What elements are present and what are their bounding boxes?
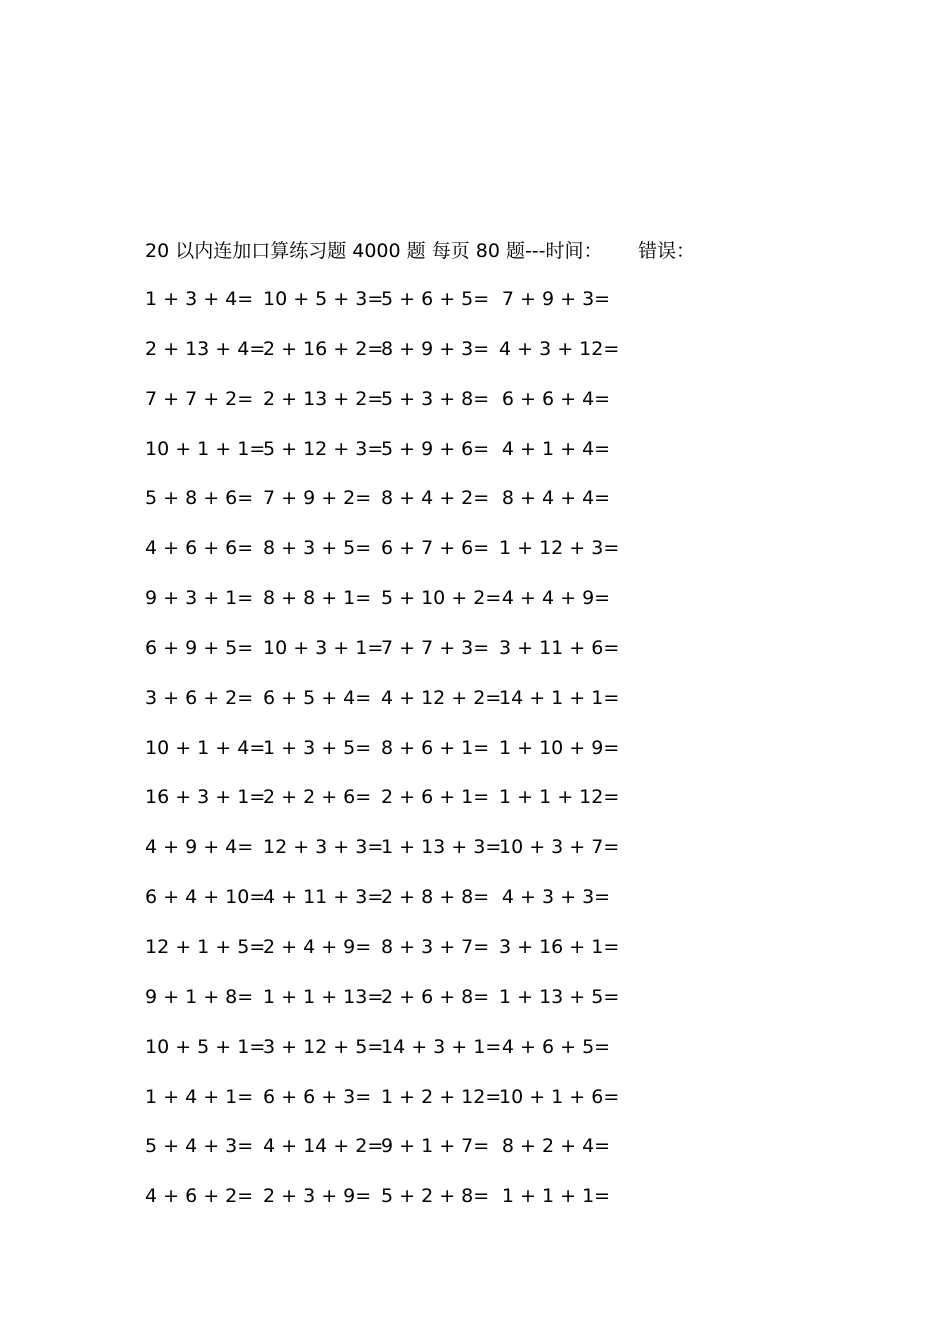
worksheet-title: 20 以内连加口算练习题 4000 题 每页 80 题---时间： xyxy=(145,240,603,262)
problem-item: 8 + 8 + 1= xyxy=(263,587,372,610)
problem-item: 10 + 5 + 3= xyxy=(263,288,384,310)
problem-item: 1 + 2 + 12= xyxy=(381,1085,502,1108)
problem-item: 16 + 3 + 1= xyxy=(145,786,266,809)
problem-item: 5 + 10 + 2= xyxy=(381,587,502,610)
problem-item: 6 + 6 + 4= xyxy=(501,387,611,410)
problem-row xyxy=(145,434,645,484)
problem-item: 1 + 12 + 3= xyxy=(499,537,620,560)
problem-item: 12 + 1 + 5= xyxy=(145,935,266,958)
problem-item: 4 + 6 + 6= xyxy=(145,537,254,560)
problem-item: 7 + 7 + 3= xyxy=(381,636,490,659)
problem-item: 2 + 8 + 8= xyxy=(381,886,490,909)
problem-item: 4 + 6 + 5= xyxy=(501,1035,611,1058)
problem-item: 8 + 9 + 3= xyxy=(381,337,490,360)
problem-item: 6 + 5 + 4= xyxy=(263,686,372,709)
problem-item: 9 + 3 + 1= xyxy=(145,587,254,610)
problem-item: 3 + 16 + 1= xyxy=(499,935,620,958)
problem-row xyxy=(145,334,645,384)
problem-item: 5 + 6 + 5= xyxy=(381,288,490,310)
problem-row xyxy=(145,384,645,434)
problem-row xyxy=(145,982,645,1032)
problem-item: 6 + 9 + 5= xyxy=(145,636,254,659)
problem-item: 8 + 4 + 2= xyxy=(381,487,490,510)
problem-item: 3 + 6 + 2= xyxy=(145,686,254,709)
worksheet-header xyxy=(145,236,765,266)
problem-item: 2 + 6 + 8= xyxy=(381,985,490,1008)
problem-item: 10 + 1 + 1= xyxy=(145,437,266,460)
problem-item: 5 + 9 + 6= xyxy=(381,437,490,460)
problem-row xyxy=(145,1181,645,1231)
problem-item: 3 + 11 + 6= xyxy=(499,636,620,659)
problem-item: 3 + 12 + 5= xyxy=(263,1035,384,1058)
problem-item: 1 + 3 + 4= xyxy=(145,288,254,310)
problem-item: 2 + 13 + 2= xyxy=(263,387,384,410)
problem-item: 8 + 2 + 4= xyxy=(501,1135,611,1158)
problem-item: 1 + 13 + 5= xyxy=(499,985,620,1008)
problem-row xyxy=(145,284,645,334)
problem-item: 6 + 6 + 3= xyxy=(263,1085,372,1108)
problem-item: 2 + 13 + 4= xyxy=(145,337,266,360)
problem-item: 6 + 7 + 6= xyxy=(381,537,490,560)
problem-item: 14 + 3 + 1= xyxy=(381,1035,502,1058)
problem-item: 8 + 3 + 7= xyxy=(381,935,490,958)
problem-item: 4 + 4 + 9= xyxy=(501,587,611,610)
problem-item: 7 + 9 + 3= xyxy=(501,288,611,310)
problem-item: 2 + 2 + 6= xyxy=(263,786,372,809)
problem-row xyxy=(145,733,645,783)
problem-item: 1 + 1 + 1= xyxy=(501,1185,611,1208)
problem-item: 9 + 1 + 7= xyxy=(381,1135,490,1158)
problem-item: 5 + 8 + 6= xyxy=(145,487,254,510)
problem-item: 1 + 4 + 1= xyxy=(145,1085,254,1108)
problem-item: 14 + 1 + 1= xyxy=(499,686,620,709)
problem-item: 4 + 6 + 2= xyxy=(145,1185,254,1208)
problem-row xyxy=(145,882,645,932)
problem-row xyxy=(145,483,645,533)
error-count-label: 错误： xyxy=(638,240,696,262)
problem-item: 4 + 3 + 3= xyxy=(501,886,611,909)
problem-item: 10 + 1 + 6= xyxy=(499,1085,620,1108)
problem-item: 10 + 1 + 4= xyxy=(145,736,266,759)
problem-item: 9 + 1 + 8= xyxy=(145,985,254,1008)
problem-row xyxy=(145,1082,645,1132)
problem-item: 12 + 3 + 3= xyxy=(263,836,384,859)
problem-item: 2 + 4 + 9= xyxy=(263,935,372,958)
problem-item: 8 + 4 + 4= xyxy=(501,487,611,510)
problem-item: 4 + 9 + 4= xyxy=(145,836,254,859)
problem-row xyxy=(145,832,645,882)
problem-item: 10 + 3 + 7= xyxy=(499,836,620,859)
problem-row xyxy=(145,782,645,832)
problem-item: 1 + 1 + 13= xyxy=(263,985,384,1008)
problem-item: 5 + 4 + 3= xyxy=(145,1135,254,1158)
problem-item: 4 + 14 + 2= xyxy=(263,1135,384,1158)
problem-item: 4 + 11 + 3= xyxy=(263,886,384,909)
problem-item: 2 + 16 + 2= xyxy=(263,337,384,360)
problem-item: 5 + 2 + 8= xyxy=(381,1185,490,1208)
problem-item: 4 + 1 + 4= xyxy=(501,437,611,460)
problem-item: 5 + 12 + 3= xyxy=(263,437,384,460)
problem-item: 7 + 7 + 2= xyxy=(145,387,254,410)
problem-item: 1 + 10 + 9= xyxy=(499,736,620,759)
problem-item: 1 + 13 + 3= xyxy=(381,836,502,859)
problem-item: 4 + 12 + 2= xyxy=(381,686,502,709)
problem-row xyxy=(145,932,645,982)
problem-row xyxy=(145,683,645,733)
problem-item: 10 + 3 + 1= xyxy=(263,636,384,659)
problem-row xyxy=(145,633,645,683)
problem-row xyxy=(145,583,645,633)
problem-row xyxy=(145,533,645,583)
problem-item: 1 + 3 + 5= xyxy=(263,736,372,759)
problem-item: 8 + 3 + 5= xyxy=(263,537,372,560)
problem-item: 2 + 6 + 1= xyxy=(381,786,490,809)
problem-item: 8 + 6 + 1= xyxy=(381,736,490,759)
problem-row xyxy=(145,1032,645,1082)
problem-item: 7 + 9 + 2= xyxy=(263,487,372,510)
problem-item: 10 + 5 + 1= xyxy=(145,1035,266,1058)
problem-grid xyxy=(145,284,645,1231)
problem-item: 4 + 3 + 12= xyxy=(499,337,620,360)
problem-item: 1 + 1 + 12= xyxy=(499,786,620,809)
problem-item: 5 + 3 + 8= xyxy=(381,387,490,410)
problem-item: 6 + 4 + 10= xyxy=(145,886,266,909)
problem-row xyxy=(145,1131,645,1181)
problem-item: 2 + 3 + 9= xyxy=(263,1185,372,1208)
